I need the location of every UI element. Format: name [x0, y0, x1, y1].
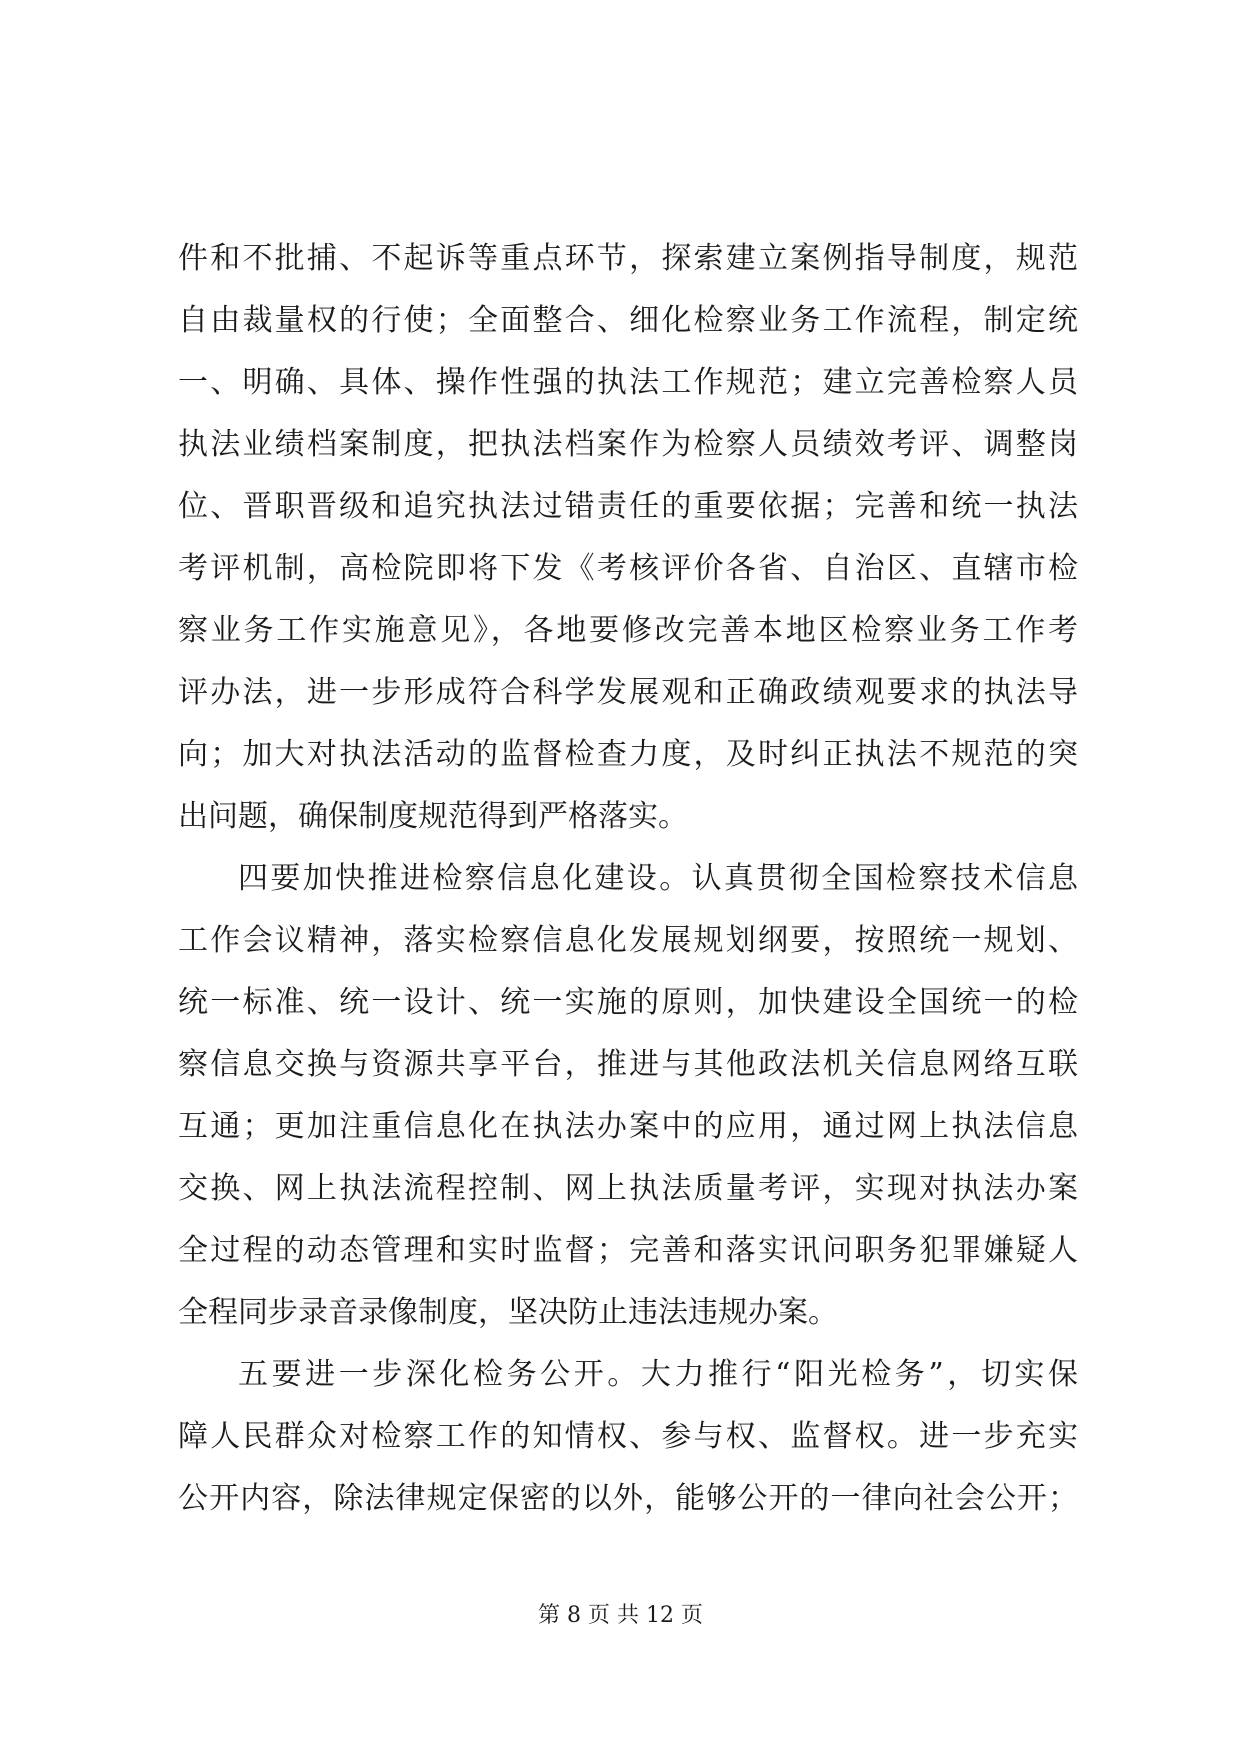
text-line: 互通；更加注重信息化在执法办案中的应用，通过网上执法信息 [178, 1109, 1078, 1144]
text-line: 考评机制，高检院即将下发《考核评价各省、自治区、直辖市检 [178, 551, 1078, 586]
text-line: 一、明确、具体、操作性强的执法工作规范；建立完善检察人员 [178, 365, 1078, 400]
text-line: 工作会议精神，落实检察信息化发展规划纲要，按照统一规划、 [178, 923, 1078, 958]
text-line: 位、晋职晋级和追究执法过错责任的重要依据；完善和统一执法 [178, 489, 1078, 524]
text-line: 评办法，进一步形成符合科学发展观和正确政绩观要求的执法导 [178, 675, 1078, 710]
body-text [178, 228, 1078, 1530]
text-line: 五要进一步深化检务公开。大力推行“阳光检务”，切实保 [238, 1357, 1078, 1392]
text-line: 自由裁量权的行使；全面整合、细化检察业务工作流程，制定统 [178, 303, 1078, 338]
text-line: 公开内容，除法律规定保密的以外，能够公开的一律向社会公开； [178, 1481, 1078, 1516]
text-line: 交换、网上执法流程控制、网上执法质量考评，实现对执法办案 [178, 1171, 1078, 1206]
text-line: 件和不批捕、不起诉等重点环节，探索建立案例指导制度，规范 [178, 241, 1078, 276]
paragraph-1 [178, 228, 1078, 848]
page-number-label: 第 8 页 共 12 页 [538, 1603, 703, 1628]
text-line: 四要加快推进检察信息化建设。认真贯彻全国检察技术信息 [238, 861, 1078, 896]
text-line: 全过程的动态管理和实时监督；完善和落实讯问职务犯罪嫌疑人 [178, 1233, 1078, 1268]
text-line: 向；加大对执法活动的监督检查力度，及时纠正执法不规范的突 [178, 737, 1078, 772]
text-line: 执法业绩档案制度，把执法档案作为检察人员绩效考评、调整岗 [178, 427, 1078, 462]
text-line: 全程同步录音录像制度，坚决防止违法违规办案。 [178, 1295, 838, 1330]
page-footer [0, 1598, 1241, 1629]
text-line: 统一标准、统一设计、统一实施的原则，加快建设全国统一的检 [178, 985, 1078, 1020]
text-line: 出问题，确保制度规范得到严格落实。 [178, 799, 688, 834]
text-line: 障人民群众对检察工作的知情权、参与权、监督权。进一步充实 [178, 1419, 1078, 1454]
paragraph-2 [178, 848, 1078, 1344]
text-line: 察业务工作实施意见》，各地要修改完善本地区检察业务工作考 [178, 613, 1078, 648]
paragraph-3 [178, 1344, 1078, 1530]
text-line: 察信息交换与资源共享平台，推进与其他政法机关信息网络互联 [178, 1047, 1078, 1082]
